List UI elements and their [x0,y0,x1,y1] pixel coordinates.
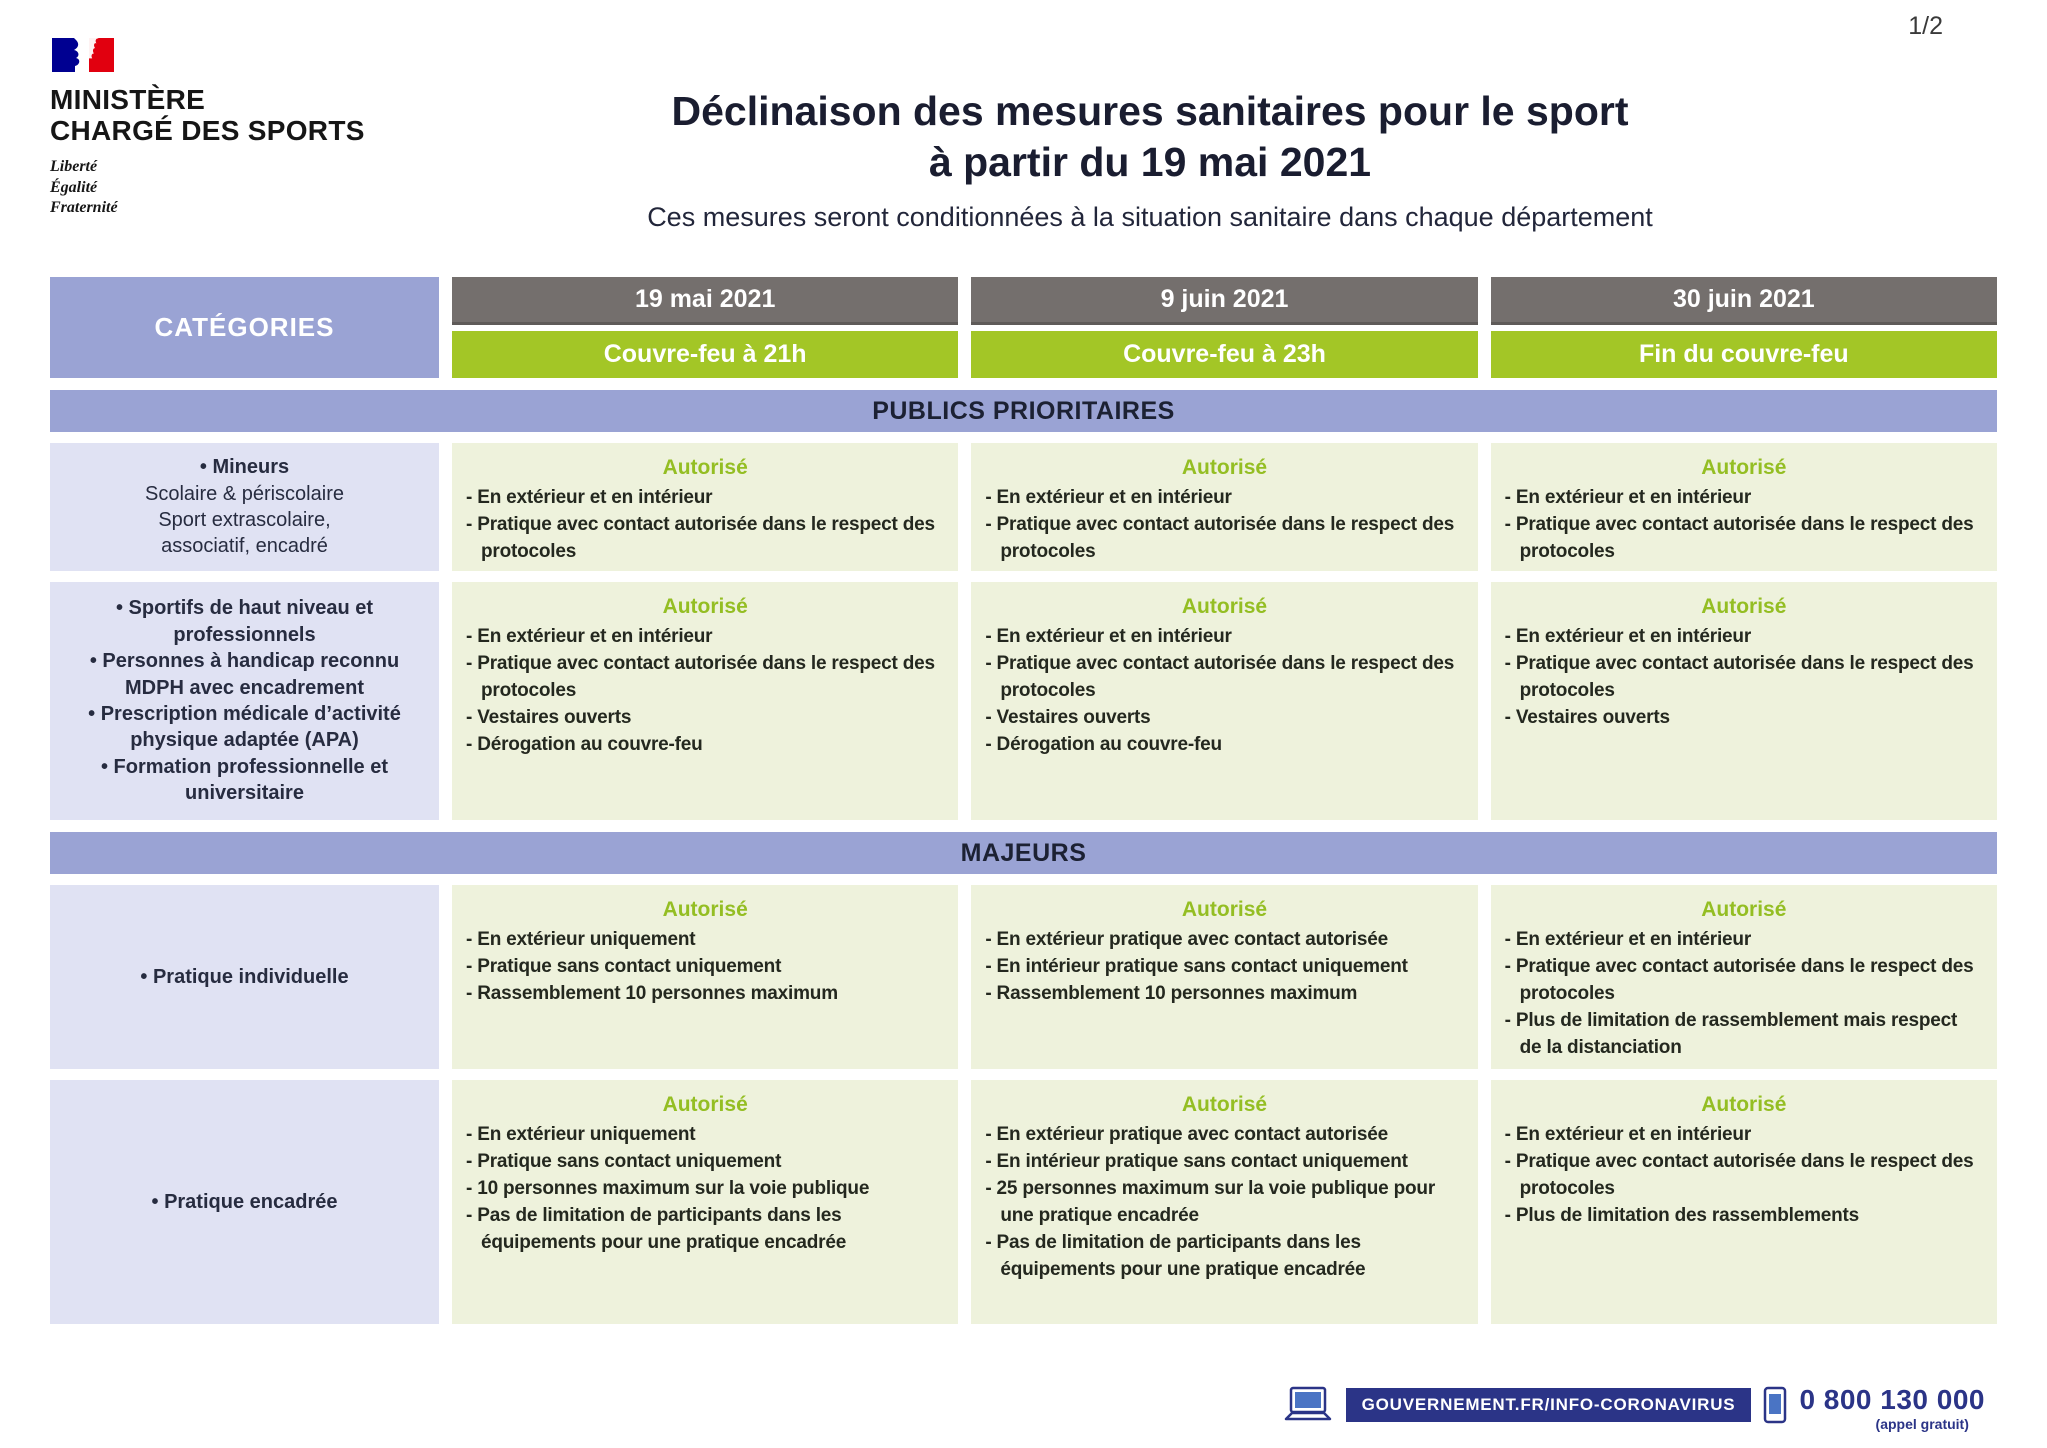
curfew-header: Fin du couvre-feu [1491,331,1997,378]
motto-fraternite: Fraternité [50,199,118,217]
table-row-mineurs [50,443,1997,571]
category-line: • Mineurs [200,454,289,480]
measures-table [50,277,1997,1324]
info-phone [1799,1386,1985,1432]
phone-note: (appel gratuit) [1875,1416,1969,1432]
date-header: 30 juin 2021 [1491,277,1997,325]
measure-cell [452,1080,958,1324]
measure-item: - Plus de limitation des rassemblements [1505,1203,1983,1230]
status-label: Autorisé [1701,1093,1787,1116]
status-label: Autorisé [1701,898,1787,921]
category-cell-sportifs [50,582,439,820]
measure-item: - En extérieur uniquement [466,1122,944,1149]
french-flag-icon [52,38,120,76]
category-cell-mineurs [50,443,439,571]
status-label: Autorisé [662,1093,748,1116]
curfew-header: Couvre-feu à 21h [452,331,958,378]
measure-item: - Pratique sans contact uniquement [466,954,944,981]
measure-item: - En extérieur et en intérieur [985,624,1463,651]
motto-egalite: Égalité [50,178,98,196]
measure-item: - Pratique avec contact autorisée dans le respect des protocoles [466,512,944,566]
measure-item: - Pratique sans contact uniquement [466,1149,944,1176]
measure-cell [452,582,958,820]
category-entry: • Prescription médicale d’activité physique adaptée (APA) [66,701,423,754]
categories-header-cell: CATÉGORIES [50,277,439,378]
measure-cell [971,885,1477,1069]
category-entry: • Sportifs de haut niveau et professionnels [66,595,423,648]
smartphone-icon [1763,1386,1787,1426]
footer [1282,1386,1985,1432]
section-band-majeurs: MAJEURS [50,832,1997,874]
category-entry: • Pratique individuelle [140,964,348,990]
measure-cell [1491,582,1997,820]
measure-item: - Pratique avec contact autorisée dans le respect des protocoles [466,651,944,705]
category-entry: • Formation professionnelle et universitaire [66,754,423,807]
measure-item: - En intérieur pratique sans contact uniquement [985,954,1463,981]
measure-item: - Pratique avec contact autorisée dans le respect des protocoles [1505,954,1983,1008]
measure-item: - En extérieur et en intérieur [1505,485,1983,512]
header-titles [300,86,2000,233]
category-cell-pratique-encadree [50,1080,439,1324]
measure-item: - En extérieur uniquement [466,927,944,954]
table-row-pratique-encadree [50,1080,1997,1324]
measure-item: - Pratique avec contact autorisée dans le respect des protocoles [985,512,1463,566]
category-cell-pratique-individuelle [50,885,439,1069]
government-website-banner[interactable]: GOUVERNEMENT.FR/INFO-CORONAVIRUS [1346,1388,1752,1422]
measure-cell [452,885,958,1069]
measure-item: - En extérieur pratique avec contact autorisée [985,927,1463,954]
page-subtitle: Ces mesures seront conditionnées à la situation sanitaire dans chaque département [647,201,1653,232]
status-label: Autorisé [1701,456,1787,479]
status-label: Autorisé [1181,898,1268,921]
curfew-header: Couvre-feu à 23h [971,331,1477,378]
status-label: Autorisé [662,898,748,921]
measure-item: - Plus de limitation de rassemblement mais respect de la distanciation [1505,1008,1983,1062]
measure-item: - Pratique avec contact autorisée dans le respect des protocoles [985,651,1463,705]
page-number: 1/2 [1908,12,1943,40]
measure-item: - Pratique avec contact autorisée dans le respect des protocoles [1505,1149,1983,1203]
category-entry: • Personnes à handicap reconnu MDPH avec encadrement [66,648,423,701]
category-entry: • Pratique encadrée [152,1189,338,1215]
measure-item: - Rassemblement 10 personnes maximum [985,981,1463,1008]
status-label: Autorisé [1181,456,1268,479]
laptop-icon [1282,1386,1334,1424]
measure-cell [971,582,1477,820]
measure-cell [1491,1080,1997,1324]
measure-item: - Vestaires ouverts [985,705,1463,732]
category-line: associatif, encadré [161,535,328,558]
measure-item: - Rassemblement 10 personnes maximum [466,981,944,1008]
measure-cell [971,443,1477,571]
section-band-publics-prioritaires: PUBLICS PRIORITAIRES [50,390,1997,432]
category-line: Sport extrascolaire, [158,509,331,531]
date-header: 19 mai 2021 [452,277,958,325]
status-label: Autorisé [1181,595,1268,618]
measure-item: - Pratique avec contact autorisée dans le respect des protocoles [1505,512,1983,566]
column-header-30-juin [1491,277,1997,378]
measure-item: - Dérogation au couvre-feu [985,732,1463,759]
column-header-9-juin [971,277,1477,378]
status-label: Autorisé [1181,1093,1268,1116]
measure-item: - 10 personnes maximum sur la voie publique [466,1176,944,1203]
measure-item: - Vestaires ouverts [1505,705,1983,732]
table-header-row [50,277,1997,378]
table-row-pratique-individuelle [50,885,1997,1069]
measure-item: - En extérieur et en intérieur [466,624,944,651]
motto-liberte: Liberté [50,157,98,175]
status-label: Autorisé [1701,595,1787,618]
table-row-sportifs-haut-niveau [50,582,1997,820]
measure-cell [971,1080,1477,1324]
ministry-name-line2: CHARGÉ DES SPORTS [50,115,365,147]
page-title [300,86,2000,188]
measure-cell [452,443,958,571]
measure-item: - En extérieur et en intérieur [1505,624,1983,651]
page-title-line2: à partir du 19 mai 2021 [928,138,1372,185]
measure-item: - En intérieur pratique sans contact uniquement [985,1149,1463,1176]
measure-item: - 25 personnes maximum sur la voie publique pour une pratique encadrée [985,1176,1463,1230]
measure-item: - En extérieur pratique avec contact autorisée [985,1122,1463,1149]
phone-number[interactable]: 0 800 130 000 [1799,1384,1985,1415]
category-line: Scolaire & périscolaire [145,482,344,505]
measure-item: - En extérieur et en intérieur [1505,927,1983,954]
measure-item: - Pas de limitation de participants dans les équipements pour une pratique encadrée [985,1230,1463,1284]
measure-item: - Pas de limitation de participants dans les équipements pour une pratique encadrée [466,1203,944,1257]
measure-item: - En extérieur et en intérieur [466,485,944,512]
date-header: 9 juin 2021 [971,277,1477,325]
measure-cell [1491,443,1997,571]
measure-item: - Vestaires ouverts [466,705,944,732]
measure-item: - En extérieur et en intérieur [1505,1122,1983,1149]
measure-item: - Dérogation au couvre-feu [466,732,944,759]
status-label: Autorisé [662,595,748,618]
status-label: Autorisé [662,456,748,479]
measure-item: - En extérieur et en intérieur [985,485,1463,512]
ministry-name-line1: MINISTÈRE [50,84,206,115]
column-header-19-mai [452,277,958,378]
measure-item: - Pratique avec contact autorisée dans le respect des protocoles [1505,651,1983,705]
page-title-line1: Déclinaison des mesures sanitaires pour le sport [671,88,1629,134]
measure-cell [1491,885,1997,1069]
